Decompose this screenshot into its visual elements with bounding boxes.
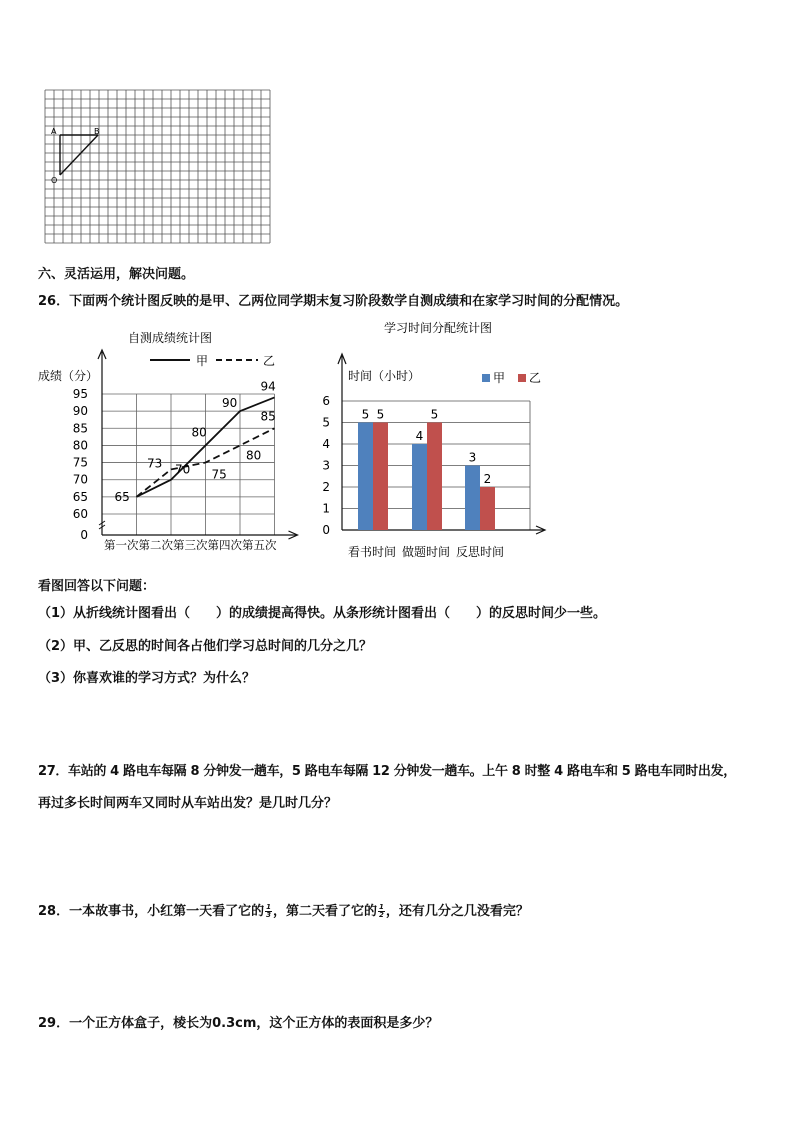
line-chart-ytick: 90: [72, 404, 88, 419]
bar-chart-ytick: 2: [322, 480, 330, 494]
line-chart-ytick: 70: [72, 472, 88, 487]
q28-frac2-den: 2: [378, 911, 384, 919]
bar-chart-ytick: 6: [322, 394, 330, 408]
q28-part3: ，还有几分之几没看完？: [385, 904, 529, 919]
legend-label-jia: 甲: [196, 354, 209, 368]
q27-line2: 再过多长时间两车又同时从车站出发？是几时几分？: [38, 796, 338, 811]
line-data-label: 85: [260, 409, 276, 424]
line-chart-ylabel: 成绩（分）: [38, 369, 99, 383]
bar-chart-xtick: 看书时间: [347, 545, 397, 559]
legend-label-yi: 乙: [263, 354, 276, 368]
bar-chart: [310, 318, 560, 564]
line-chart-ytick: 0: [80, 528, 88, 542]
q26-prompt: 看图回答以下问题：: [38, 579, 156, 594]
bar-jia: [465, 466, 480, 531]
line-chart-xtick: 第二次: [138, 538, 173, 552]
bar-data-label: 4: [415, 429, 424, 443]
line-chart-ytick: 65: [72, 489, 88, 504]
grid-figure: [40, 88, 272, 248]
bar-legend-jia: 甲: [493, 371, 506, 385]
bar-chart-ytick: 1: [322, 501, 330, 516]
line-chart-xtick: 第一次: [104, 538, 139, 552]
section-title: 六、灵活运用，解决问题。: [38, 267, 195, 282]
q28-fraction-1: [265, 904, 272, 919]
bar-yi: [480, 487, 495, 530]
bar-jia: [358, 423, 373, 531]
bar-chart-ylabel: 时间（小时）: [348, 369, 421, 383]
line-data-label: 65: [114, 489, 130, 504]
q28-part2: ，第二天看了它的: [272, 904, 377, 919]
line-data-label: 70: [175, 462, 191, 477]
line-data-label: 94: [260, 379, 276, 394]
bar-legend-yi: 乙: [529, 371, 542, 385]
line-chart-ytick: 80: [72, 438, 88, 453]
line-chart: [30, 322, 310, 554]
point-b-label: B: [94, 127, 100, 136]
line-chart-title: 自测成绩统计图: [127, 331, 213, 345]
bar-chart-xtick: 做题时间: [401, 545, 451, 559]
bar-chart-ytick: 3: [322, 458, 330, 473]
line-chart-xtick: 第五次: [242, 538, 277, 552]
line-chart-xtick: 第四次: [207, 538, 242, 552]
q28-part1: 28．一本故事书，小红第一天看了它的: [38, 904, 265, 919]
bar-data-label: 3: [468, 450, 477, 465]
q28-frac1-num: 1: [266, 903, 271, 911]
legend-swatch-jia: [482, 374, 490, 382]
point-a-label: A: [51, 127, 57, 136]
bar-data-label: 5: [376, 407, 385, 422]
bar-chart-ytick: 0: [322, 523, 330, 537]
bar-chart-xtick: 反思时间: [455, 545, 505, 559]
bar-chart-title: 学习时间分配统计图: [383, 321, 493, 335]
legend-swatch-yi: [518, 374, 526, 382]
bar-yi: [373, 423, 388, 531]
q27-line1: 27．车站的 4 路电车每隔 8 分钟发一趟车，5 路电车每隔 12 分钟发一趟车。上午 8 时整 4 路电车和 5 路电车同时出发，: [38, 764, 736, 779]
bar-data-label: 5: [430, 407, 439, 422]
line-chart-ytick: 85: [72, 421, 88, 436]
bar-yi: [427, 423, 442, 531]
q28-frac2-num: 1: [378, 903, 384, 911]
q29-text: 29．一个正方体盒子，棱长为0.3cm，这个正方体的表面积是多少？: [38, 1016, 439, 1031]
q26-sub3: （3）你喜欢谁的学习方式？为什么？: [38, 671, 256, 686]
bar-chart-ytick: 5: [322, 415, 330, 430]
q26-intro: 26．下面两个统计图反映的是甲、乙两位同学期末复习阶段数学自测成绩和在家学习时间的分配情况。: [38, 294, 629, 309]
line-chart-xtick: 第三次: [173, 538, 208, 552]
q28-text: [38, 900, 529, 919]
q26-sub1: （1）从折线统计图看出（ ）的成绩提高得快。从条形统计图看出（ ）的反思时间少一些。: [38, 606, 607, 621]
bar-chart-ytick: 4: [322, 437, 330, 451]
line-data-label: 80: [191, 425, 207, 440]
line-chart-ytick: 95: [72, 387, 88, 401]
line-data-label: 80: [246, 448, 262, 463]
line-data-label: 90: [222, 396, 238, 411]
bar-jia: [412, 444, 427, 530]
line-data-label: 73: [147, 456, 163, 471]
point-o-label: O: [51, 176, 58, 185]
bar-data-label: 5: [361, 407, 370, 422]
q28-frac1-den: 3: [266, 911, 271, 919]
line-chart-ytick: 75: [72, 455, 88, 470]
line-data-label: 75: [211, 467, 227, 482]
q28-fraction-2: [378, 904, 385, 919]
bar-data-label: 2: [483, 472, 492, 486]
line-chart-ytick: 60: [72, 507, 88, 521]
q26-sub2: （2）甲、乙反思的时间各占他们学习总时间的几分之几？: [38, 639, 373, 654]
